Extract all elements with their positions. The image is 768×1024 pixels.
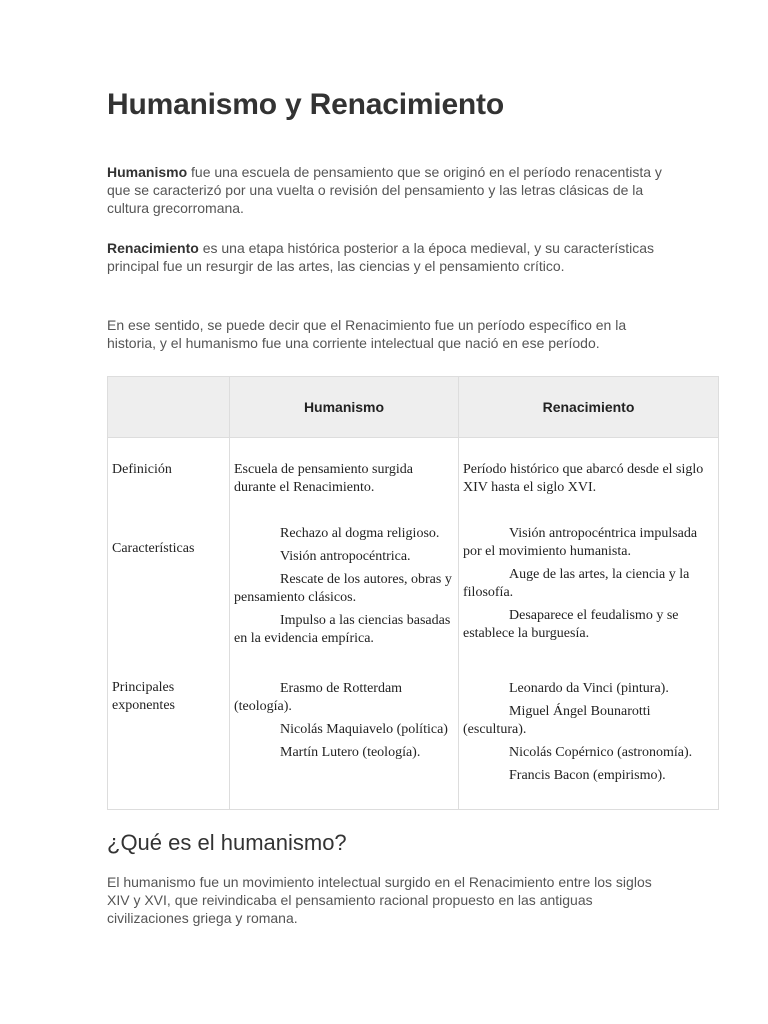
humanismo-definicion: Escuela de pensamiento surgida durante el Renacimiento. xyxy=(234,462,413,495)
renacimiento-exponente-item: Leonardo da Vinci (pintura). xyxy=(509,681,669,696)
renacimiento-exponente-item: Nicolás Copérnico (astronomía). xyxy=(509,745,693,760)
comparison-intro-paragraph: En ese sentido, se puede decir que el Renacimiento fue un período específico en la historia, y el humanismo fue una corriente intelectual que nació en ese período. xyxy=(107,317,627,351)
renacimiento-intro-text: es una etapa histórica posterior a la época medieval, y su características principal fue un resurgir de las artes, las ciencias y el pensamiento crítico. xyxy=(107,240,655,274)
renacimiento-term: Renacimiento xyxy=(107,240,199,256)
humanismo-term: Humanismo xyxy=(107,164,188,180)
renacimiento-caracteristica-item: Auge de las artes, la ciencia y la filosofía. xyxy=(463,567,690,600)
row-label-exponentes: Principales exponentes xyxy=(112,680,175,713)
table-header-row xyxy=(108,377,719,438)
renacimiento-exponentes-list xyxy=(463,680,714,790)
humanismo-caracteristica-item: Rescate de los autores, obras y pensamiento clásicos. xyxy=(234,572,452,605)
renacimiento-exponente-item: Miguel Ángel Bounarotti (escultura). xyxy=(463,704,651,737)
comparison-table xyxy=(107,376,719,810)
humanismo-caracteristica-item: Rechazo al dogma religioso. xyxy=(280,526,440,541)
renacimiento-caracteristica-item: Visión antropocéntrica impulsada por el movimiento humanista. xyxy=(463,526,698,559)
humanismo-intro-text: fue una escuela de pensamiento que se originó en el período renacentista y que se caracterizó por una vuelta o revisión del pensamiento y las letras clásicas de la cultura grecorromana. xyxy=(107,164,662,216)
humanismo-column-cell xyxy=(230,438,459,810)
renacimiento-definicion: Período histórico que abarcó desde el siglo XIV hasta el siglo XVI. xyxy=(463,462,704,495)
humanismo-exponente-item: Martín Lutero (teología). xyxy=(280,745,421,760)
table-header-humanismo: Humanismo xyxy=(230,377,459,438)
humanismo-caracteristica-item: Visión antropocéntrica. xyxy=(280,549,411,564)
section-heading: ¿Qué es el humanismo? xyxy=(107,830,347,855)
humanismo-caracteristicas-list xyxy=(234,525,454,653)
humanismo-intro-paragraph xyxy=(107,163,667,217)
row-label-definicion: Definición xyxy=(112,462,172,477)
renacimiento-exponente-item: Francis Bacon (empirismo). xyxy=(509,768,666,783)
humanismo-caracteristica-item: Impulso a las ciencias basadas en la evidencia empírica. xyxy=(234,613,451,646)
renacimiento-caracteristica-item: Desaparece el feudalismo y se establece la burguesía. xyxy=(463,608,679,641)
table-header-renacimiento: Renacimiento xyxy=(459,377,719,438)
section-paragraph: El humanismo fue un movimiento intelectual surgido en el Renacimiento entre los siglos XIV y XVI, que reivindicaba el pensamiento racional propuesto en las antiguas civilizaciones griega y romana. xyxy=(107,874,652,926)
page-title: Humanismo y Renacimiento xyxy=(107,88,504,121)
humanismo-exponentes-list xyxy=(234,680,454,767)
renacimiento-caracteristicas-list xyxy=(463,525,714,648)
renacimiento-intro-paragraph xyxy=(107,239,667,275)
renacimiento-column-cell xyxy=(459,438,719,810)
humanismo-exponente-item: Nicolás Maquiavelo (política) xyxy=(280,722,448,737)
table-body-row xyxy=(108,438,719,810)
row-labels-cell xyxy=(108,438,230,810)
row-label-caracteristicas: Características xyxy=(112,541,195,556)
humanismo-exponente-item: Erasmo de Rotterdam (teología). xyxy=(234,681,403,714)
table-header-empty xyxy=(108,377,230,438)
